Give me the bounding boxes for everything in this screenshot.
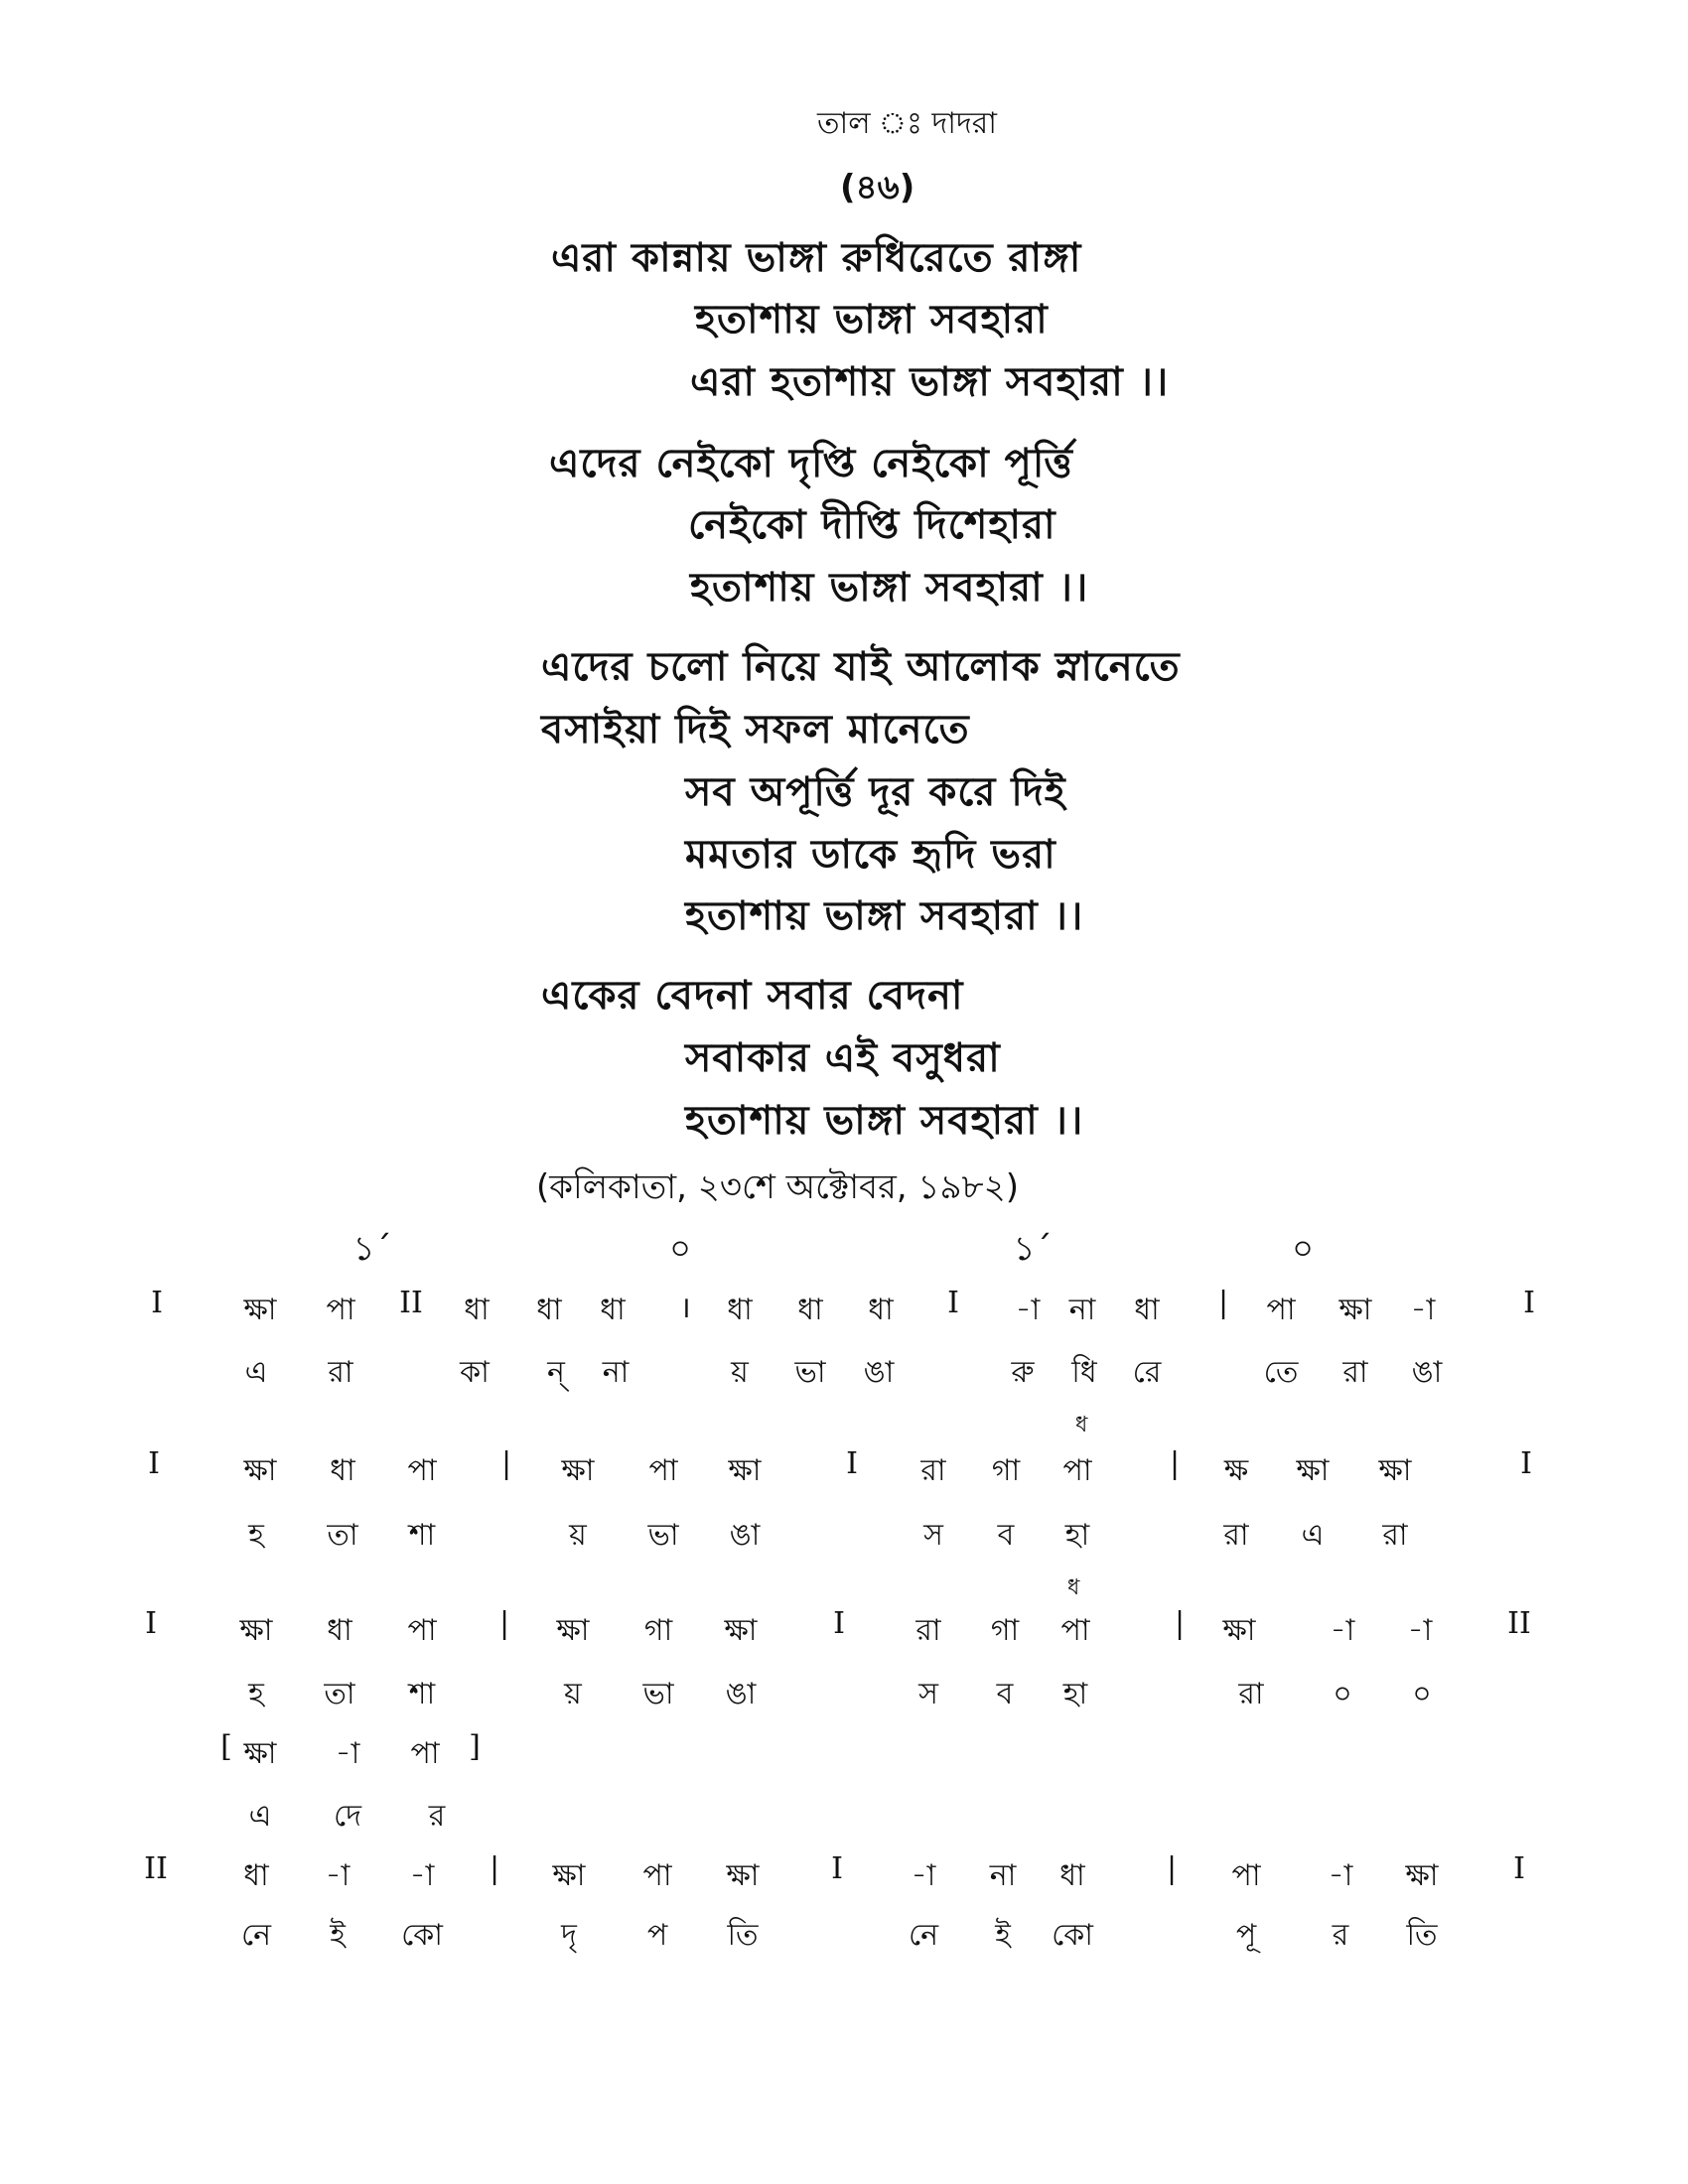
lyric-line: বসাইয়া দিই সফল মানেতে xyxy=(541,707,970,752)
beat-mark: ১´ xyxy=(352,1229,392,1269)
swara: -া xyxy=(1328,1858,1353,1893)
lyric-syllable-row xyxy=(0,1670,1688,1709)
syllable: ০ xyxy=(1412,1677,1432,1711)
lyric-line: হতাশায় ভাঙ্গা সবহারা ।। xyxy=(685,893,1084,939)
swara: ক্ষা xyxy=(561,1453,595,1488)
syllable: তা xyxy=(327,1518,358,1553)
lyric-line: এদের চলো নিয়ে যাই আলোক স্নানেতে xyxy=(541,644,1181,690)
tala-heading: তাল ঃ দাদরা xyxy=(817,106,997,141)
swara: পা xyxy=(642,1858,672,1893)
syllable: ঙা xyxy=(1411,1355,1443,1390)
swara: -া xyxy=(1407,1613,1433,1648)
syllable: শা xyxy=(408,1677,436,1711)
swara: ধা xyxy=(464,1293,490,1327)
syllable: এ xyxy=(248,1799,272,1834)
lyric-line: হতাশায় ভাঙ্গা সবহারা xyxy=(695,297,1049,342)
bar-line: I xyxy=(1520,1446,1532,1481)
syllable: ই xyxy=(330,1918,346,1953)
lyric-syllable-row xyxy=(0,1911,1688,1951)
notation-row xyxy=(0,1606,1688,1646)
syllable: ঙা xyxy=(725,1677,757,1711)
syllable: রা xyxy=(1223,1518,1249,1553)
syllable: রা xyxy=(1382,1518,1408,1553)
swara: ক্ষা xyxy=(1338,1293,1372,1327)
syllable: তি xyxy=(727,1918,759,1953)
swara: ক্ষা xyxy=(1378,1453,1412,1488)
composition-note: (কলিকাতা, ২৩শে অক্টোবর, ১৯৮২) xyxy=(536,1167,1019,1207)
bracket-open: [ xyxy=(220,1729,232,1764)
syllable: য় xyxy=(569,1518,587,1553)
syllable: ০ xyxy=(1333,1677,1352,1711)
lyric-line: সবাকার এই বসুধরা xyxy=(685,1035,1001,1081)
syllable: তি xyxy=(1406,1918,1438,1953)
syllable: ভা xyxy=(647,1518,679,1553)
swara: ক্ষা xyxy=(243,1453,277,1488)
lyric-line: একের বেদনা সবার বেদনা xyxy=(541,973,964,1019)
syllable: এ xyxy=(1301,1518,1325,1553)
swara: ধা xyxy=(1134,1293,1160,1327)
swara: ধা xyxy=(536,1293,562,1327)
syllable: হ xyxy=(248,1677,264,1711)
bar-line: | xyxy=(1169,1446,1181,1481)
lyric-line: এরা হতাশায় ভাঙ্গা সবহারা ।। xyxy=(690,359,1170,405)
swara: গা xyxy=(991,1453,1021,1488)
syllable: য় xyxy=(564,1677,582,1711)
notation-row xyxy=(0,1286,1688,1325)
bar-line: I xyxy=(148,1446,160,1481)
swara: পা xyxy=(407,1453,437,1488)
syllable: রা xyxy=(328,1355,353,1390)
syllable: না xyxy=(602,1355,630,1390)
swara: ক্ষা xyxy=(243,1736,277,1771)
swara: ধা xyxy=(330,1453,355,1488)
swara: ক্ষা xyxy=(556,1613,590,1648)
bar-line: | xyxy=(1174,1606,1186,1641)
swara: পা xyxy=(1060,1613,1090,1648)
syllable: নে xyxy=(240,1918,272,1953)
syllable: ধি xyxy=(1071,1355,1097,1390)
swara: রা xyxy=(915,1613,941,1648)
syllable: দে xyxy=(334,1799,361,1834)
syllable: ব xyxy=(997,1518,1015,1553)
syllable: ঙা xyxy=(863,1355,895,1390)
bar-line: । xyxy=(679,1291,691,1325)
syllable: হা xyxy=(1062,1677,1088,1711)
syllable: স xyxy=(923,1518,943,1553)
swara: পা xyxy=(407,1613,437,1648)
bar-line: | xyxy=(489,1851,500,1886)
swara: ক্ষা xyxy=(1222,1613,1256,1648)
syllable: তে xyxy=(1263,1355,1299,1390)
swara: রা xyxy=(920,1453,946,1488)
syllable: নে xyxy=(908,1918,939,1953)
swara: -া xyxy=(409,1858,435,1893)
swara: -া xyxy=(1410,1293,1436,1327)
swara: ক্ষা xyxy=(1405,1858,1439,1893)
beat-mark: ০ xyxy=(1291,1229,1315,1269)
swara: -া xyxy=(1330,1613,1355,1648)
bar-line: | xyxy=(1217,1286,1229,1320)
swara: ক্ষা xyxy=(239,1613,273,1648)
swara: ক্ষা xyxy=(243,1293,277,1327)
beat-mark: ১´ xyxy=(1013,1229,1053,1269)
alternate-phrase xyxy=(0,1729,1688,1769)
swara: ধা xyxy=(1059,1858,1085,1893)
syllable: রা xyxy=(1342,1355,1368,1390)
swara: পা xyxy=(1231,1858,1261,1893)
swara: ধা xyxy=(327,1613,352,1648)
lyric-syllable-row xyxy=(0,1792,1688,1832)
lyric-line: এদের নেইকো দৃপ্তি নেইকো পূর্ত্তি xyxy=(549,441,1073,486)
swara: পা xyxy=(648,1453,678,1488)
swara: -া xyxy=(335,1736,360,1771)
swara: -া xyxy=(325,1858,351,1893)
bar-line: II xyxy=(144,1851,168,1886)
notation-row xyxy=(0,1446,1688,1486)
swara: গা xyxy=(643,1613,673,1648)
lyric-line: হতাশায় ভাঙ্গা সবহারা ।। xyxy=(690,565,1089,611)
beat-mark: ০ xyxy=(668,1229,692,1269)
swara: ধা xyxy=(868,1293,894,1327)
bar-line: I xyxy=(833,1606,845,1641)
swara: ক্ষা xyxy=(1296,1453,1330,1488)
swara: ধা xyxy=(727,1293,753,1327)
grace-note: ধ xyxy=(1075,1413,1088,1437)
bracket-close: ] xyxy=(469,1729,481,1764)
swara: পা xyxy=(410,1736,440,1771)
syllable: কো xyxy=(1052,1918,1093,1953)
syllable: রে xyxy=(1132,1355,1162,1390)
swara: -া xyxy=(1015,1293,1041,1327)
syllable: ভা xyxy=(794,1355,826,1390)
bar-line: I xyxy=(151,1286,163,1320)
lyric-line: সব অপূর্ত্তি দূর করে দিই xyxy=(685,769,1066,815)
bar-line: | xyxy=(1166,1851,1178,1886)
swara: ক্ষা xyxy=(552,1858,586,1893)
syllable: কো xyxy=(401,1918,443,1953)
grace-note: ধ xyxy=(1067,1575,1080,1600)
swara: গা xyxy=(990,1613,1020,1648)
syllable: তা xyxy=(324,1677,355,1711)
swara: ধা xyxy=(600,1293,626,1327)
syllable: হ xyxy=(248,1518,264,1553)
swara: ক্ষা xyxy=(724,1613,758,1648)
lyric-line: এরা কান্নায় ভাঙ্গা রুধিরেতে রাঙ্গা xyxy=(551,235,1082,281)
swara: ক্ষা xyxy=(726,1858,760,1893)
syllable: ন্ xyxy=(547,1355,565,1390)
syllable: দৃ xyxy=(561,1918,577,1953)
swara: না xyxy=(989,1858,1017,1893)
bar-line: I xyxy=(1513,1851,1525,1886)
syllable: হা xyxy=(1064,1518,1090,1553)
bar-line: II xyxy=(1507,1606,1531,1641)
syllable: রা xyxy=(1238,1677,1264,1711)
bar-line: I xyxy=(846,1446,858,1481)
bar-line: I xyxy=(831,1851,843,1886)
syllable: ভা xyxy=(642,1677,674,1711)
syllable: ঙা xyxy=(729,1518,761,1553)
lyric-syllable-row xyxy=(0,1348,1688,1388)
swara: ক্ষা xyxy=(728,1453,762,1488)
syllable: স xyxy=(918,1677,938,1711)
syllable: রু xyxy=(1011,1355,1035,1390)
swara: ধা xyxy=(243,1858,269,1893)
notation-row xyxy=(0,1851,1688,1891)
swara: না xyxy=(1068,1293,1096,1327)
syllable: শা xyxy=(408,1518,436,1553)
syllable: ব xyxy=(996,1677,1014,1711)
bar-line: I xyxy=(1523,1286,1535,1320)
syllable: এ xyxy=(244,1355,268,1390)
lyric-line: হতাশায় ভাঙ্গা সবহারা ।। xyxy=(685,1098,1084,1144)
lyric-syllable-row xyxy=(0,1511,1688,1551)
syllable: কা xyxy=(460,1355,490,1390)
syllable: য় xyxy=(731,1355,749,1390)
swara: ধা xyxy=(797,1293,823,1327)
bar-line: II xyxy=(399,1286,423,1320)
swara: পা xyxy=(1062,1453,1092,1488)
bar-line: | xyxy=(500,1446,512,1481)
swara: পা xyxy=(326,1293,355,1327)
syllable: র xyxy=(428,1799,446,1834)
syllable: র xyxy=(1332,1918,1349,1953)
syllable: পূ xyxy=(1235,1918,1257,1953)
swara: ক্ষ xyxy=(1223,1453,1249,1488)
lyric-line: মমতার ডাকে হৃদি ভরা xyxy=(685,832,1056,878)
lyric-line: নেইকো দীপ্তি দিশেহারা xyxy=(688,502,1056,548)
song-number: (৪৬) xyxy=(840,168,915,207)
bar-line: I xyxy=(145,1606,157,1641)
syllable: ই xyxy=(995,1918,1011,1953)
swara: -া xyxy=(911,1858,936,1893)
bar-line: | xyxy=(498,1606,510,1641)
bar-line: I xyxy=(947,1286,959,1320)
swara: পা xyxy=(1266,1293,1296,1327)
syllable: প xyxy=(646,1918,668,1953)
